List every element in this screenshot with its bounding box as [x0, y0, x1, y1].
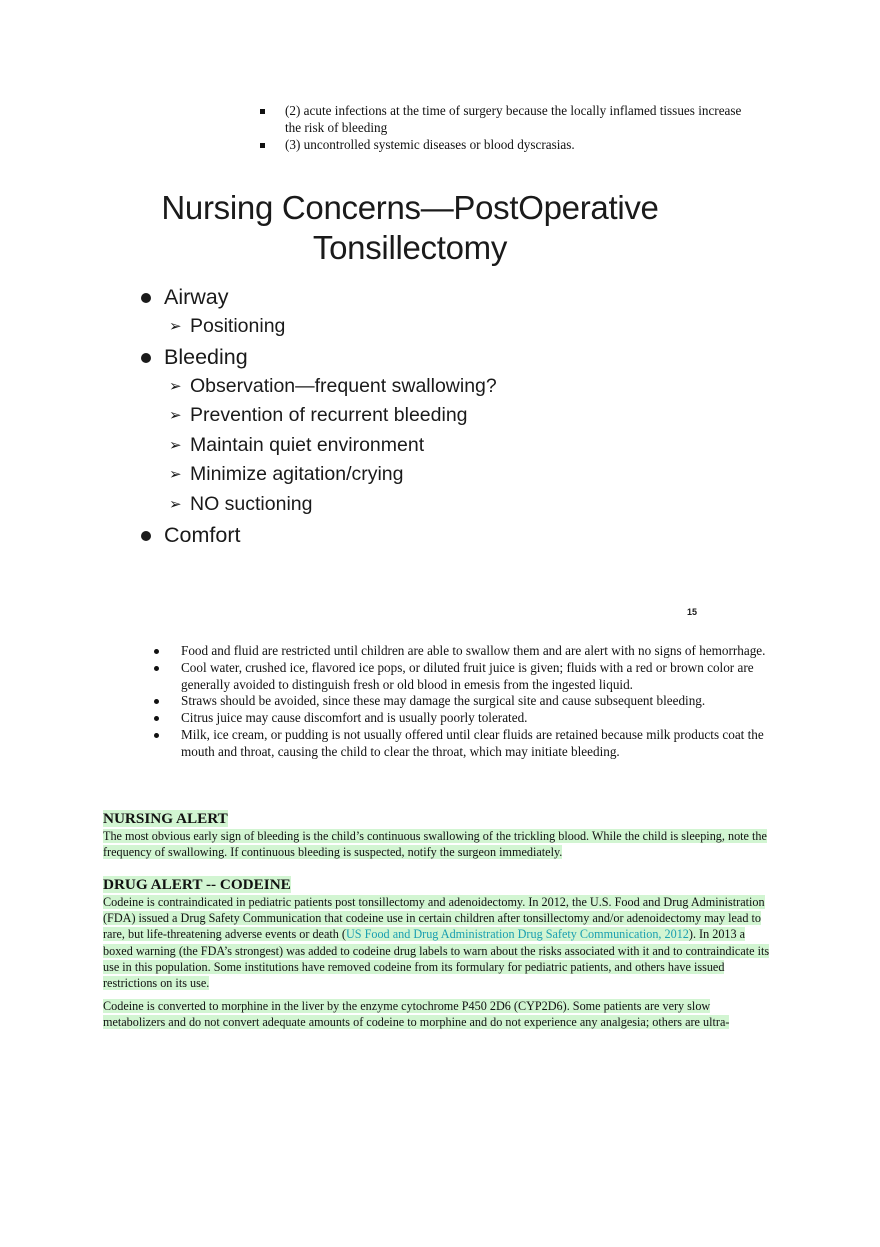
nursing-alert-body — [103, 828, 775, 860]
round-bullet-icon — [154, 699, 159, 704]
list-item-text: Cool water, crushed ice, flavored ice pops, or diluted fruit juice is given; fluids with a red or brown color are generally avoided to distinguish fresh or old blood in emesis from the ingested liquid. — [181, 659, 754, 692]
list-item — [154, 660, 776, 694]
slide-sub-bullet — [140, 401, 700, 431]
list-item — [154, 710, 776, 727]
round-bullet-icon — [154, 733, 159, 738]
round-bullet-icon — [141, 531, 151, 541]
round-bullet-icon — [154, 716, 159, 721]
slide-bullet-label: Bleeding — [164, 344, 248, 369]
list-item-text: Citrus juice may cause discomfort and is usually poorly tolerated. — [181, 710, 528, 726]
slide-bullet-list — [140, 282, 700, 550]
slide-sub-bullet-label: NO suctioning — [190, 492, 313, 515]
arrowhead-bullet-icon: ➢ — [169, 466, 182, 484]
slide-sub-bullet — [140, 431, 700, 461]
nursing-alert-heading — [103, 810, 228, 828]
fda-communication-link[interactable]: US Food and Drug Administration Drug Safety Communication, 2012 — [345, 927, 689, 942]
slide-title-line2: Tonsillectomy — [312, 229, 508, 266]
slide-sub-bullet — [140, 372, 700, 402]
list-item — [154, 693, 776, 710]
list-item-text: Food and fluid are restricted until children are able to swallow them and are alert with no signs of hemorrhage. — [181, 643, 766, 658]
arrowhead-bullet-icon: ➢ — [169, 436, 182, 454]
list-item-text: Milk, ice cream, or pudding is not usually offered until clear fluids are retained because milk products coat the mouth and throat, causing the child to clear the throat, which may initiate bleeding. — [181, 726, 764, 759]
list-item — [258, 103, 758, 137]
list-item-text: (3) uncontrolled systemic diseases or blood dyscrasias. — [285, 136, 575, 152]
slide-page-number: 15 — [687, 607, 698, 617]
slide-sub-bullet — [140, 490, 700, 520]
arrowhead-bullet-icon: ➢ — [169, 377, 182, 395]
list-item — [258, 137, 758, 154]
slide-bullet-label: Comfort — [164, 522, 241, 547]
arrowhead-bullet-icon: ➢ — [169, 495, 182, 513]
drug-alert-heading — [103, 876, 291, 894]
nursing-alert-heading-text: NURSING ALERT — [103, 810, 228, 827]
slide-sub-bullet-label: Prevention of recurrent bleeding — [190, 404, 468, 427]
slide-sub-bullet-label: Observation—frequent swallowing? — [190, 374, 497, 397]
slide-bullet-airway — [140, 282, 700, 312]
square-bullet-icon — [260, 143, 265, 148]
list-item-text: Straws should be avoided, since these may damage the surgical site and cause subsequent bleeding. — [181, 693, 706, 709]
slide-title-line1: Nursing Concerns—PostOperative — [161, 189, 659, 226]
drug-alert-paragraph-2-text: Codeine is converted to morphine in the liver by the enzyme cytochrome P450 2D6 (CYP2D6). Some patients are very slow metabolizers and do not convert adequate amounts of codeine to morphine and do not experience any analgesia; others are ultra- — [103, 999, 730, 1030]
slide-sub-bullet-label: Positioning — [190, 315, 286, 337]
round-bullet-icon — [141, 293, 151, 303]
round-bullet-icon — [154, 649, 159, 654]
drug-alert-paragraph-1 — [103, 894, 775, 991]
slide-title — [130, 188, 690, 268]
arrowhead-bullet-icon: ➢ — [169, 407, 182, 425]
nursing-alert-body-text: The most obvious early sign of bleeding is the child’s continuous swallowing of the trickling blood. While the child is sleeping, note the frequency of swallowing. If continuous bleeding is suspected, notify the surgeon immediately. — [103, 829, 767, 860]
drug-alert-text-end: ). In 2013 a boxed warning (the FDA’s strongest) was added to codeine drug labels to warn about the risks associated with it and to contraindicate its use in this population. Some institutions have removed codeine from its formulary for pediatric patients, and others have issued restrictions on its use. — [103, 927, 770, 991]
round-bullet-icon — [154, 666, 159, 671]
slide-sub-bullet — [140, 312, 700, 342]
slide-bullet-comfort — [140, 520, 700, 550]
drug-alert-paragraph-2 — [103, 998, 775, 1030]
slide-bullet-label: Airway — [164, 285, 229, 309]
slide-sub-bullet-label: Minimize agitation/crying — [190, 463, 404, 486]
list-item — [154, 643, 776, 660]
list-item-text: (2) acute infections at the time of surgery because the locally inflamed tissues increase the risk of bleeding — [285, 103, 742, 135]
surgery-contraindications-list — [258, 103, 758, 153]
arrowhead-bullet-icon: ➢ — [169, 318, 182, 335]
slide-sub-bullet — [140, 460, 700, 490]
drug-alert-heading-text: DRUG ALERT -- CODEINE — [103, 876, 291, 893]
postoperative-care-list — [154, 643, 776, 761]
round-bullet-icon — [141, 353, 151, 363]
slide-sub-bullet-label: Maintain quiet environment — [190, 433, 425, 456]
slide-bullet-bleeding — [140, 342, 700, 372]
drug-alert-text — [103, 895, 769, 990]
square-bullet-icon — [260, 109, 265, 114]
list-item — [154, 727, 776, 761]
drug-alert-text-start: Codeine is contraindicated in pediatric patients post tonsillectomy and adenoidectomy. In 2012, the U.S. Food and Drug Administration (FDA) issued a Drug Safety Communication that codeine use in certain children after tonsillectomy and/or adenoidectomy may lead to rare, but life-threatening adverse events or death ( — [103, 895, 765, 942]
